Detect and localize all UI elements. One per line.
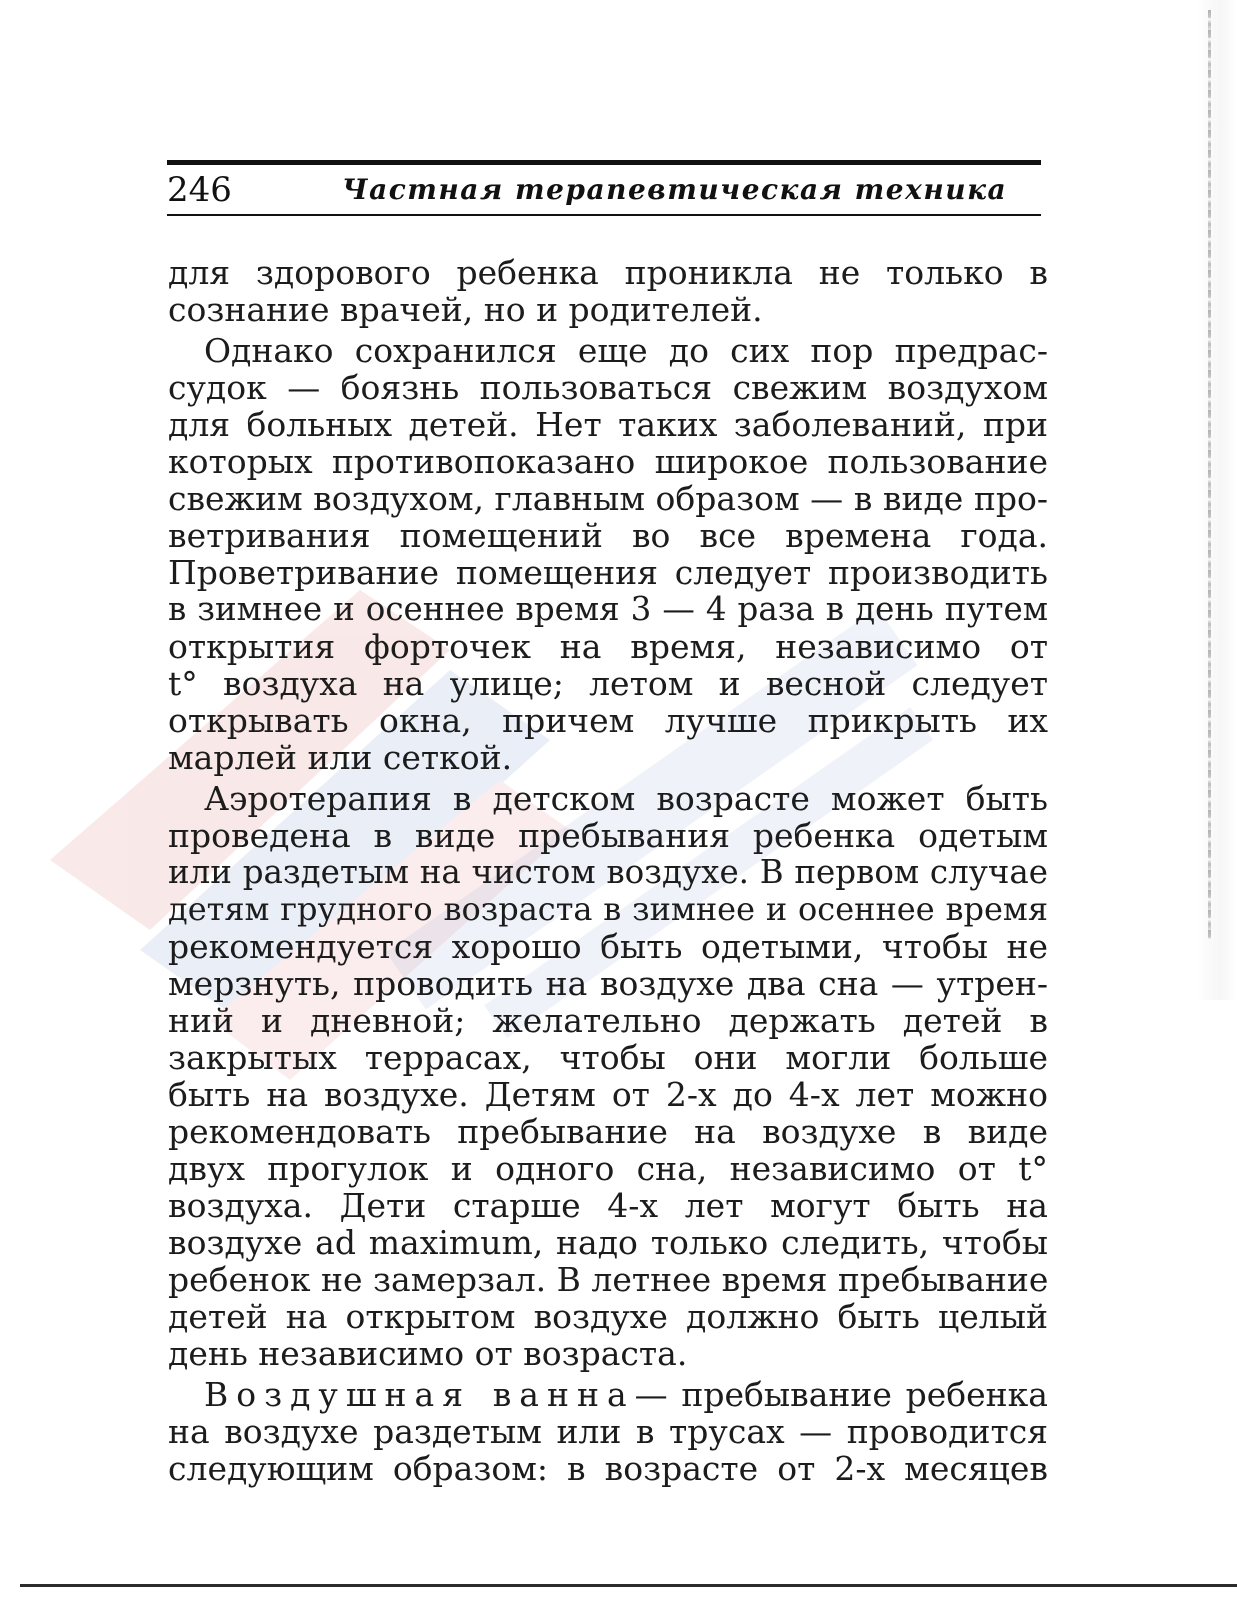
text-line: или раздетым на чистом воздухе. В первом случае — [168, 853, 1048, 891]
text-line: двух прогулок и одного сна, независимо от t° — [168, 1149, 1048, 1188]
text-line: ний и дневной; желательно держать детей в — [168, 1001, 1048, 1040]
text-line: закрытых террасах, чтобы они могли больше — [168, 1038, 1048, 1077]
text-line: рекомендуется хорошо быть одетыми, чтобы не — [168, 927, 1048, 966]
term-definition-start: — пребывание ребенка — [634, 1375, 1048, 1414]
text-line: Проветривание помещения следует производить — [168, 553, 1048, 592]
text-line: Аэротерапия в детском возрасте может быть — [204, 779, 1048, 818]
text-line: для здорового ребенка проникла не только в — [168, 253, 1048, 292]
text-line: ребенок не замерзал. В летнее время пребывание — [168, 1260, 1049, 1299]
text-line: которых противопоказано широкое пользование — [168, 442, 1048, 481]
text-line: t° воздуха на улице; летом и весной следует — [168, 664, 1048, 703]
text-line: марлей или сеткой. — [168, 738, 513, 777]
text-line: воздуха. Дети старше 4-х лет могут быть на — [168, 1186, 1048, 1225]
running-title: Частная терапевтическая техника — [342, 173, 1008, 206]
text-line: открытия форточек на время, независимо от — [168, 627, 1048, 666]
text-line: быть на воздухе. Детям от 2-х до 4-х лет можно — [168, 1075, 1048, 1114]
text-line: проведена в виде пребывания ребенка одетым — [168, 816, 1048, 855]
text-line: воздухе ad maximum, надо только следить, чтобы — [168, 1223, 1048, 1262]
text-line: рекомендовать пребывание на воздухе в виде — [168, 1112, 1048, 1151]
header-rule-top — [167, 160, 1041, 165]
text-line: день независимо от возраста. — [168, 1334, 688, 1373]
body-text — [168, 254, 1048, 1487]
text-line: ветривания помещений во все времена года. — [168, 516, 1048, 555]
text-line: сознание врачей, но и родителей. — [168, 290, 763, 329]
scan-bottom-edge — [20, 1584, 1237, 1587]
text-line: на воздухе раздетым или в трусах — проводится — [168, 1412, 1048, 1451]
paragraph — [168, 780, 1048, 1372]
text-line — [168, 1376, 1048, 1413]
text-line: детей на открытом воздухе должно быть целый — [168, 1297, 1048, 1336]
text-line: для больных детей. Нет таких заболеваний, при — [168, 405, 1048, 444]
text-line: детям грудного возраста в зимнее и осеннее время — [168, 890, 1048, 928]
text-line: Однако сохранился еще до сих пор предрас- — [204, 331, 1048, 370]
page-number: 246 — [167, 170, 232, 210]
scan-edge-line — [1208, 10, 1211, 940]
scan-edge-shadow — [1197, 0, 1237, 1000]
paragraph — [168, 1376, 1048, 1487]
text-line: в зимнее и осеннее время 3 — 4 раза в день путем — [168, 590, 1048, 628]
paragraph — [168, 332, 1048, 776]
paragraph — [168, 254, 1048, 328]
term-air-bath: Воздушная ванна — [204, 1375, 635, 1414]
text-line: открывать окна, причем лучше прикрыть их — [168, 701, 1048, 740]
text-line: следующим образом: в возрасте от 2-х месяцев — [168, 1449, 1048, 1488]
text-line: судок — боязнь пользоваться свежим воздухом — [168, 368, 1048, 407]
text-line: свежим воздухом, главным образом — в виде про- — [168, 479, 1048, 518]
text-line: мерзнуть, проводить на воздухе два сна — утрен- — [168, 964, 1048, 1003]
header-rule-bottom — [167, 214, 1041, 216]
